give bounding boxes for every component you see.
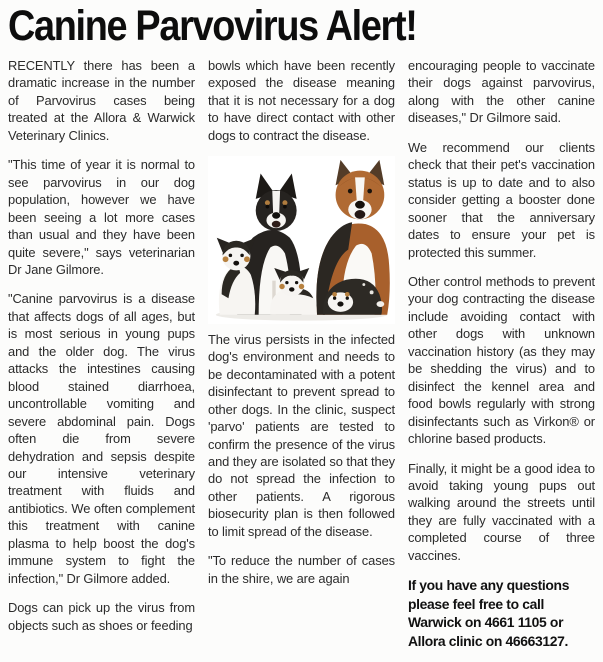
paragraph: RECENTLY there has been a dramatic increase in the number of Parvovirus cases being treated at the Allora & Warwick Veterinary Clinics. [8, 58, 195, 143]
paragraph: "Canine parvovirus is a disease that affects dogs of all ages, but is most serious in young pups and the older dog. The virus attacks the intestines causing blood stained diarrhoea, uncontrollable vomiting and severe abdominal pain. Dogs often die from severe dehydration and sepsis despite our intensive veterinary treatment with fluids and antibiotics. We often complement this treatment with canine plasma to help boost the dog's immune system to fight the infection," Dr Gilmore added. [8, 291, 195, 586]
contact-info: If you have any questions please feel free to call Warwick on 4661 1105 or Allora clinic on 46663127. [408, 577, 570, 649]
paragraph: "This time of year it is normal to see parvovirus in our dog population, however we have been seeing a lot more cases than usual and they have been quite severe," says veterinarian Dr Jane Gilmore. [8, 157, 195, 277]
column-1 [8, 57, 195, 662]
dogs-photo [208, 156, 395, 324]
paragraph: Other control methods to prevent your dog contracting the disease include avoiding contact with other dogs with unknown vaccination history (as they may be shedding the virus) and to disinfect the kennel area and food bowls regularly with strong disinfectants such as Virkon® or chlorine based products. [408, 273, 595, 447]
paragraph: Dogs can pick up the virus from objects such as shoes or feeding [8, 600, 195, 633]
paragraph: Finally, it might be a good idea to avoid taking young pups out walking around the streets until they are fully vaccinated with a completed course of three vaccines. [408, 460, 595, 563]
article-columns [8, 57, 595, 662]
paragraph: encouraging people to vaccinate their dogs against parvovirus, along with the other canine diseases," Dr Gilmore said. [408, 58, 595, 126]
paragraph: bowls which have been recently exposed the disease meaning that it is not necessary for a dog to have direct contact with other dogs to contract the disease. [208, 58, 395, 143]
article-headline: Canine Parvovirus Alert! [8, 2, 417, 50]
paragraph: We recommend our clients check that their pet's vaccination status is up to date and to also consider getting a booster done sooner that the anniversary dates to ensure your pet is protected this summer. [408, 139, 595, 260]
paragraph: The virus persists in the infected dog's environment and needs to be decontaminated with a potent disinfectant to prevent spread to other dogs. In the clinic, suspect 'parvo' patients are tested to confirm the presence of the virus and they are isolated so that they do not spread the infection to other patients. A rigorous biosecurity plan is then followed to limit spread of the disease. [208, 331, 395, 539]
column-3 [408, 57, 595, 662]
column-2 [208, 57, 395, 662]
paragraph: "To reduce the number of cases in the shire, we are again [208, 553, 395, 586]
